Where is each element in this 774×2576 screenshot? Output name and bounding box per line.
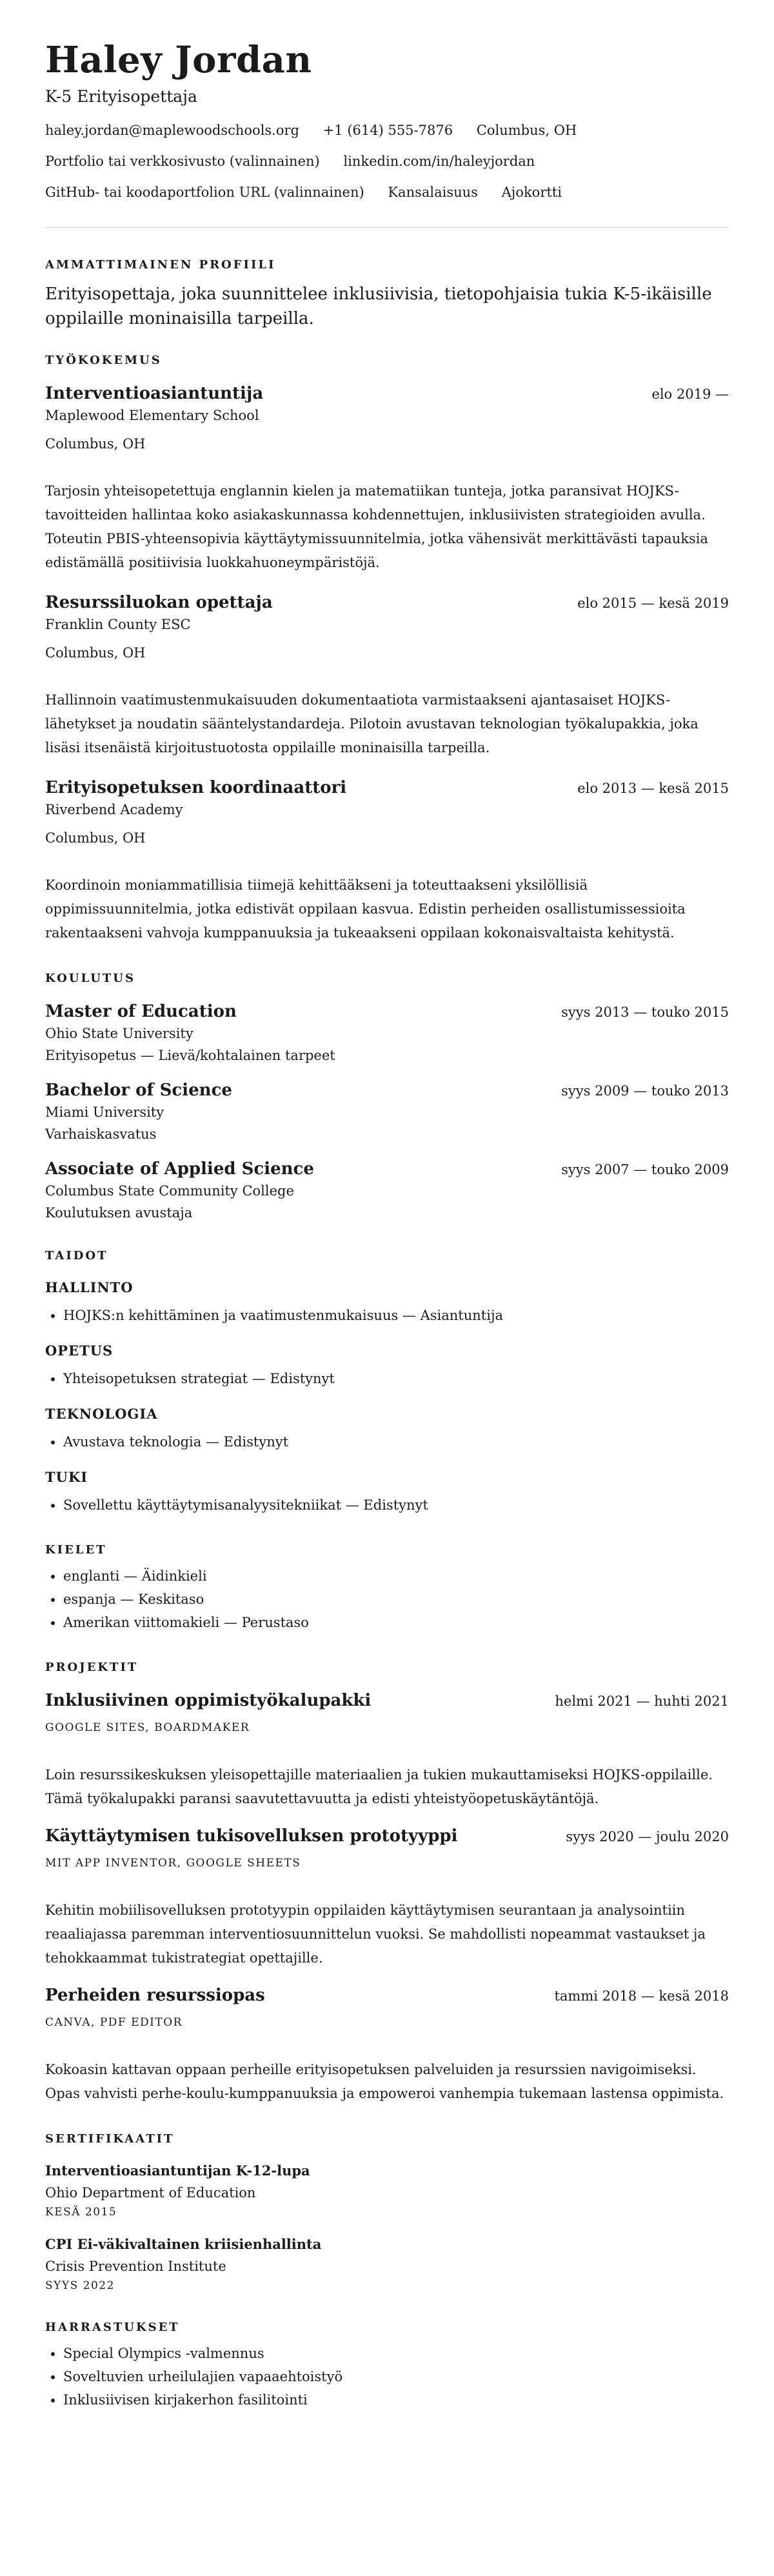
certification-entry [45, 2235, 729, 2294]
job-role: Interventioasiantuntija [45, 384, 264, 403]
section-title-projects: PROJEKTIT [45, 1661, 139, 1674]
education-entry [45, 1158, 729, 1223]
certifications-section [45, 2132, 729, 2294]
project-dates: tammi 2018 — kesä 2018 [554, 1988, 729, 2004]
certification-name: Interventioasiantuntijan K-12-lupa [45, 2162, 310, 2179]
hobby-item: • Soveltuvien urheilulajien vapaaehtoistyö [63, 2365, 729, 2388]
job-description: Koordinoin moniammatillisia tiimejä kehittääkseni ja toteuttaakseni yksilöllisiä oppimissuunnitelmia, jotka edistivät oppilaan kasvua. Edistin perheiden osallistumissessioita rakentaakseni vahvoja kumppanuuksia ja tukeaakseni oppilaan kokonaisvaltaista kehitystä. [45, 877, 686, 941]
hobbies-section [45, 2320, 729, 2411]
profile-summary: Erityisopettaja, joka suunnittelee inklusiivisia, tietopohjaisia tukia K-5-ikäisille oppilaille moninaisilla tarpeilla. [45, 285, 712, 328]
github-link[interactable]: GitHub- tai koodaportfolion URL (valinnainen) [45, 185, 364, 200]
skill-item: • HOJKS:n kehittäminen ja vaatimustenmukaisuus — Asiantuntija [63, 1304, 729, 1327]
education-entry [45, 1001, 729, 1065]
section-title-skills: TAIDOT [45, 1249, 108, 1263]
degree-name: Associate of Applied Science [45, 1159, 314, 1179]
degree-dates: syys 2009 — touko 2013 [561, 1083, 729, 1099]
portfolio-link[interactable]: Portfolio tai verkkosivusto (valinnainen) [45, 154, 320, 169]
education-section [45, 971, 729, 1223]
project-tech: GOOGLE SITES, BOARDMAKER [45, 1721, 250, 1734]
certification-issuer: Ohio Department of Education [45, 2185, 256, 2201]
language-list [45, 1564, 729, 1634]
project-entry [45, 1825, 729, 1970]
project-description: Loin resurssikeskuksen yleisopettajille materiaalien ja tukien mukauttamiseksi HOJKS-oppilaille. Tämä työkalupakki paransi saavutettavuutta ja edisti yhteistyöopetuskäytäntöjä. [45, 1767, 713, 1806]
candidate-headline: K-5 Erityisopettaja [45, 87, 197, 106]
degree-field: Erityisopetus — Lievä/kohtalainen tarpeet [45, 1048, 335, 1063]
project-entry [45, 1984, 729, 2106]
job-dates: elo 2015 — kesä 2019 [577, 595, 729, 611]
contact-row-extra [45, 183, 729, 201]
contact-row-links [45, 152, 729, 170]
project-name: Perheiden resurssiopas [45, 1986, 265, 2005]
projects-section [45, 1660, 729, 2106]
profile-section [45, 257, 729, 331]
languages-section [45, 1543, 729, 1634]
skill-list [45, 1493, 729, 1517]
certification-date: SYYS 2022 [45, 2279, 115, 2292]
job-dates: elo 2019 — [651, 386, 729, 402]
degree-dates: syys 2013 — touko 2015 [561, 1004, 729, 1020]
header-divider [45, 227, 729, 228]
phone-link[interactable]: +1 (614) 555-7876 [322, 123, 453, 138]
hobby-item: • Inklusiivisen kirjakerhon fasilitointi [63, 2388, 729, 2411]
language-item: • Amerikan viittomakieli — Perustaso [63, 1611, 729, 1634]
project-description: Kokoasin kattavan oppaan perheille erityisopetuksen palveluiden ja resurssien navigoimiseksi. Opas vahvisti perhe-koulu-kumppanuuksia ja empoweroi vanhempia tukemaan lastensa oppimista. [45, 2062, 724, 2101]
job-entry [45, 777, 729, 945]
job-entry [45, 383, 729, 575]
skill-category: HALLINTO [45, 1279, 134, 1295]
job-org: Maplewood Elementary School [45, 408, 259, 423]
job-description: Tarjosin yhteisopetettuja englannin kielen ja matematiikan tunteja, jotka paransivat HOJKS-tavoitteiden hallintaa koko asiakaskunnassa kohdennettujen, inklusiivisten strategioiden avulla. Toteutin PBIS-yhteensopivia käyttäytymissuunnitelmia, jotka vähensivät merkittävästi tapauksia edistämällä positiivisia luokkahuoneympäristöjä. [45, 483, 708, 570]
language-item: • espanja — Keskitaso [63, 1588, 729, 1611]
skill-category: TEKNOLOGIA [45, 1406, 158, 1422]
section-title-hobbies: HARRASTUKSET [45, 2321, 180, 2334]
school-name: Ohio State University [45, 1026, 194, 1041]
project-entry [45, 1690, 729, 1811]
section-title-languages: KIELET [45, 1543, 107, 1557]
candidate-name: Haley Jordan [45, 39, 312, 81]
job-location: Columbus, OH [45, 645, 146, 661]
certification-issuer: Crisis Prevention Institute [45, 2259, 226, 2274]
project-tech: MIT APP INVENTOR, GOOGLE SHEETS [45, 1857, 301, 1870]
experience-section [45, 353, 729, 945]
certification-date: KESÄ 2015 [45, 2206, 117, 2219]
project-tech: CANVA, PDF EDITOR [45, 2016, 183, 2029]
certification-entry [45, 2161, 729, 2221]
project-dates: helmi 2021 — huhti 2021 [555, 1693, 729, 1709]
degree-field: Koulutuksen avustaja [45, 1205, 193, 1221]
project-description: Kehitin mobiilisovelluksen prototyypin oppilaiden käyttäytymisen seurantaan ja analysointiin reaaliajassa paremman interventiosuunnittelun vuoksi. Se mahdollisti nopeammat vastaukset ja tehokkaammat tukistrategiat opettajille. [45, 1902, 706, 1966]
degree-name: Bachelor of Science [45, 1081, 232, 1100]
project-dates: syys 2020 — joulu 2020 [566, 1829, 729, 1844]
certification-name: CPI Ei-väkivaltainen kriisienhallinta [45, 2236, 322, 2252]
language-item: • englanti — Äidinkieli [63, 1564, 729, 1588]
job-role: Erityisopetuksen koordinaattori [45, 778, 347, 797]
skill-item: • Avustava teknologia — Edistynyt [63, 1430, 729, 1453]
job-dates: elo 2013 — kesä 2015 [577, 781, 729, 796]
skills-section [45, 1248, 729, 1517]
linkedin-link[interactable]: linkedin.com/in/haleyjordan [343, 154, 535, 169]
hobby-list [45, 2342, 729, 2411]
education-entry [45, 1079, 729, 1144]
section-title-profile: AMMATTIMAINEN PROFIILI [45, 258, 276, 272]
job-org: Franklin County ESC [45, 617, 191, 632]
license-text: Ajokortti [501, 185, 562, 200]
section-title-certifications: SERTIFIKAATIT [45, 2132, 175, 2146]
skill-list [45, 1367, 729, 1390]
project-name: Käyttäytymisen tukisovelluksen prototyyppi [45, 1826, 458, 1846]
email-link[interactable]: haley.jordan@maplewoodschools.org [45, 123, 299, 138]
contact-row-primary [45, 121, 729, 139]
skill-category: OPETUS [45, 1343, 114, 1359]
skill-category: TUKI [45, 1469, 88, 1485]
section-title-experience: TYÖKOKEMUS [45, 354, 162, 367]
degree-field: Varhaiskasvatus [45, 1126, 157, 1142]
citizenship-text: Kansalaisuus [388, 185, 478, 200]
job-org: Riverbend Academy [45, 802, 183, 817]
degree-name: Master of Education [45, 1002, 237, 1021]
location-text: Columbus, OH [476, 123, 577, 138]
project-name: Inklusiivinen oppimistyökalupakki [45, 1691, 372, 1710]
job-entry [45, 592, 729, 760]
section-title-education: KOULUTUS [45, 972, 135, 985]
job-location: Columbus, OH [45, 830, 146, 846]
hobby-item: • Special Olympics -valmennus [63, 2342, 729, 2365]
school-name: Columbus State Community College [45, 1183, 294, 1199]
skill-list [45, 1430, 729, 1453]
school-name: Miami University [45, 1104, 164, 1120]
skill-list [45, 1304, 729, 1327]
skill-item: • Sovellettu käyttäytymisanalyysitekniikat — Edistynyt [63, 1493, 729, 1517]
skill-item: • Yhteisopetuksen strategiat — Edistynyt [63, 1367, 729, 1390]
job-role: Resurssiluokan opettaja [45, 593, 273, 612]
job-description: Hallinnoin vaatimustenmukaisuuden dokumentaatiota varmistaakseni ajantasaiset HOJKS-lähetykset ja noudatin sääntelystandardeja. Pilotoin avustavan teknologian työkalupakkia, joka lisäsi itsenäistä kirjoitustuotosta oppilaille moninaisilla tarpeilla. [45, 692, 699, 755]
degree-dates: syys 2007 — touko 2009 [561, 1162, 729, 1177]
job-location: Columbus, OH [45, 436, 146, 452]
resume-header [45, 39, 729, 201]
